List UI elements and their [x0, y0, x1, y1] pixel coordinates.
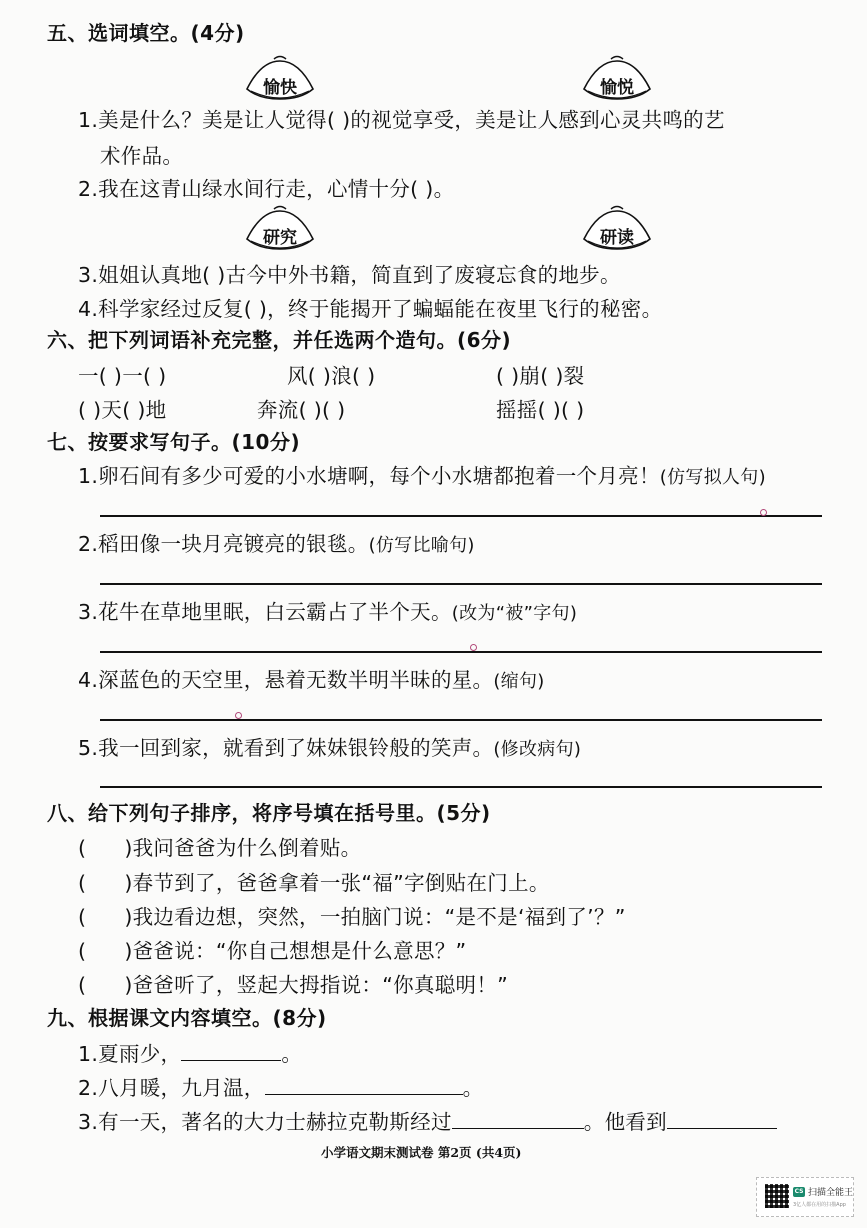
fill-blank-prefix: 3.有一天，著名的大力士赫拉克勒斯经过 — [78, 1110, 452, 1134]
section9-heading: 九、根据课文内容填空。(8分) — [47, 1006, 327, 1030]
ordering-text: 我问爸爸为什么倒着贴。 — [132, 836, 362, 860]
answer-line[interactable] — [100, 583, 822, 585]
idiom-item: 奔流( )( ) — [257, 398, 346, 422]
answer-blank[interactable] — [265, 1076, 463, 1095]
page-footer: 小学语文期末测试卷 第2页 (共4页) — [321, 1145, 522, 1160]
word-bowl-option — [241, 53, 319, 105]
task-hint: (改为“被”字句) — [451, 603, 578, 624]
order-bracket-close: ) — [124, 836, 133, 860]
camscanner-logo-icon: CS — [794, 1188, 804, 1195]
task-hint: (仿写拟人句) — [659, 467, 766, 488]
answer-line[interactable] — [100, 786, 822, 788]
fill-blank-suffix: 。 — [462, 1076, 484, 1100]
section6-heading: 六、把下列词语补充完整，并任选两个造句。(6分) — [47, 328, 512, 352]
ordering-text: 我边看边想，突然，一拍脑门说：“是不是‘福到了’？” — [132, 905, 626, 929]
ordering-text: 爸爸说：“你自己想想是什么意思？” — [132, 939, 467, 963]
watermark-subtitle: 3亿人都在用的扫描App — [793, 1202, 846, 1208]
question-line: 1.美是什么？美是让人觉得( )的视觉享受，美是让人感到心灵共鸣的艺 — [78, 108, 725, 132]
ordering-text: 春节到了，爸爸拿着一张“福”字倒贴在门上。 — [132, 871, 550, 895]
word-option: 研究 — [263, 228, 297, 248]
question-line: 术作品。 — [100, 144, 184, 168]
sentence-text: 2.稻田像一块月亮镀亮的银毯。 — [78, 532, 369, 556]
idiom-item: 风( )浪( ) — [287, 364, 376, 388]
answer-line[interactable] — [100, 515, 822, 517]
sentence-text: 1.卵石间有多少可爱的小水塘啊，每个小水塘都抱着一个月亮！ — [78, 464, 660, 488]
task-hint: (缩句) — [493, 671, 545, 692]
sentence-task — [78, 527, 475, 557]
ordering-item — [78, 968, 508, 998]
fill-blank-item — [78, 1071, 483, 1101]
word-bowl-option — [241, 203, 319, 255]
ordering-item — [78, 831, 361, 861]
word-option: 愉悦 — [600, 78, 634, 98]
answer-blank[interactable] — [181, 1042, 281, 1061]
ordering-item — [78, 900, 626, 930]
task-hint: (修改病句) — [493, 739, 582, 760]
fill-blank-prefix: 1.夏雨少， — [78, 1042, 182, 1066]
watermark-title: 扫描全能王 — [808, 1188, 854, 1198]
fill-blank-prefix: 2.八月暖，九月温， — [78, 1076, 265, 1100]
sentence-text: 3.花牛在草地里眠，白云霸占了半个天。 — [78, 600, 452, 624]
question-line: 4.科学家经过反复( )，终于能揭开了蝙蝠能在夜里飞行的秘密。 — [78, 297, 663, 321]
order-bracket-close: ) — [124, 871, 133, 895]
sentence-task — [78, 663, 545, 693]
answer-blank[interactable] — [452, 1110, 584, 1129]
order-bracket-close: ) — [124, 973, 133, 997]
idiom-item: ( )崩( )裂 — [496, 364, 585, 388]
ordering-item — [78, 866, 550, 896]
order-bracket-open[interactable]: ( — [78, 836, 87, 860]
answer-line[interactable] — [100, 651, 822, 653]
question-line: 2.我在这青山绿水间行走，心情十分( )。 — [78, 177, 455, 201]
fill-blank-middle: 。他看到 — [583, 1110, 667, 1134]
sentence-task — [78, 595, 577, 625]
order-bracket-close: ) — [124, 939, 133, 963]
scan-mark — [470, 644, 477, 651]
scan-mark — [760, 509, 767, 516]
word-option: 愉快 — [263, 78, 297, 98]
scanner-watermark — [756, 1177, 854, 1217]
sentence-task — [78, 731, 581, 761]
word-option: 研读 — [600, 228, 634, 248]
order-bracket-close: ) — [124, 905, 133, 929]
order-bracket-open[interactable]: ( — [78, 939, 87, 963]
section5-heading: 五、选词填空。(4分) — [47, 21, 245, 45]
section7-heading: 七、按要求写句子。(10分) — [47, 430, 301, 454]
section8-heading: 八、给下列句子排序，将序号填在括号里。(5分) — [47, 801, 491, 825]
answer-blank[interactable] — [667, 1110, 777, 1129]
sentence-text: 4.深蓝色的天空里，悬着无数半明半昧的星。 — [78, 668, 494, 692]
idiom-item: 一( )一( ) — [78, 364, 167, 388]
word-bowl-option — [578, 203, 656, 255]
fill-blank-item — [78, 1037, 302, 1067]
idiom-item: 摇摇( )( ) — [496, 398, 585, 422]
fill-blank-suffix: 。 — [281, 1042, 303, 1066]
scan-mark — [235, 712, 242, 719]
word-bowl-option — [578, 53, 656, 105]
answer-line[interactable] — [100, 719, 822, 721]
qr-code-icon — [765, 1184, 789, 1208]
task-hint: (仿写比喻句) — [368, 535, 475, 556]
question-line: 3.姐姐认真地( )古今中外书籍，简直到了废寝忘食的地步。 — [78, 263, 621, 287]
ordering-item — [78, 934, 466, 964]
sentence-task — [78, 459, 766, 489]
sentence-text: 5.我一回到家，就看到了妹妹银铃般的笑声。 — [78, 736, 494, 760]
order-bracket-open[interactable]: ( — [78, 905, 87, 929]
order-bracket-open[interactable]: ( — [78, 973, 87, 997]
idiom-item: ( )天( )地 — [78, 398, 167, 422]
ordering-text: 爸爸听了，竖起大拇指说：“你真聪明！” — [132, 973, 509, 997]
order-bracket-open[interactable]: ( — [78, 871, 87, 895]
fill-blank-item — [78, 1105, 777, 1135]
